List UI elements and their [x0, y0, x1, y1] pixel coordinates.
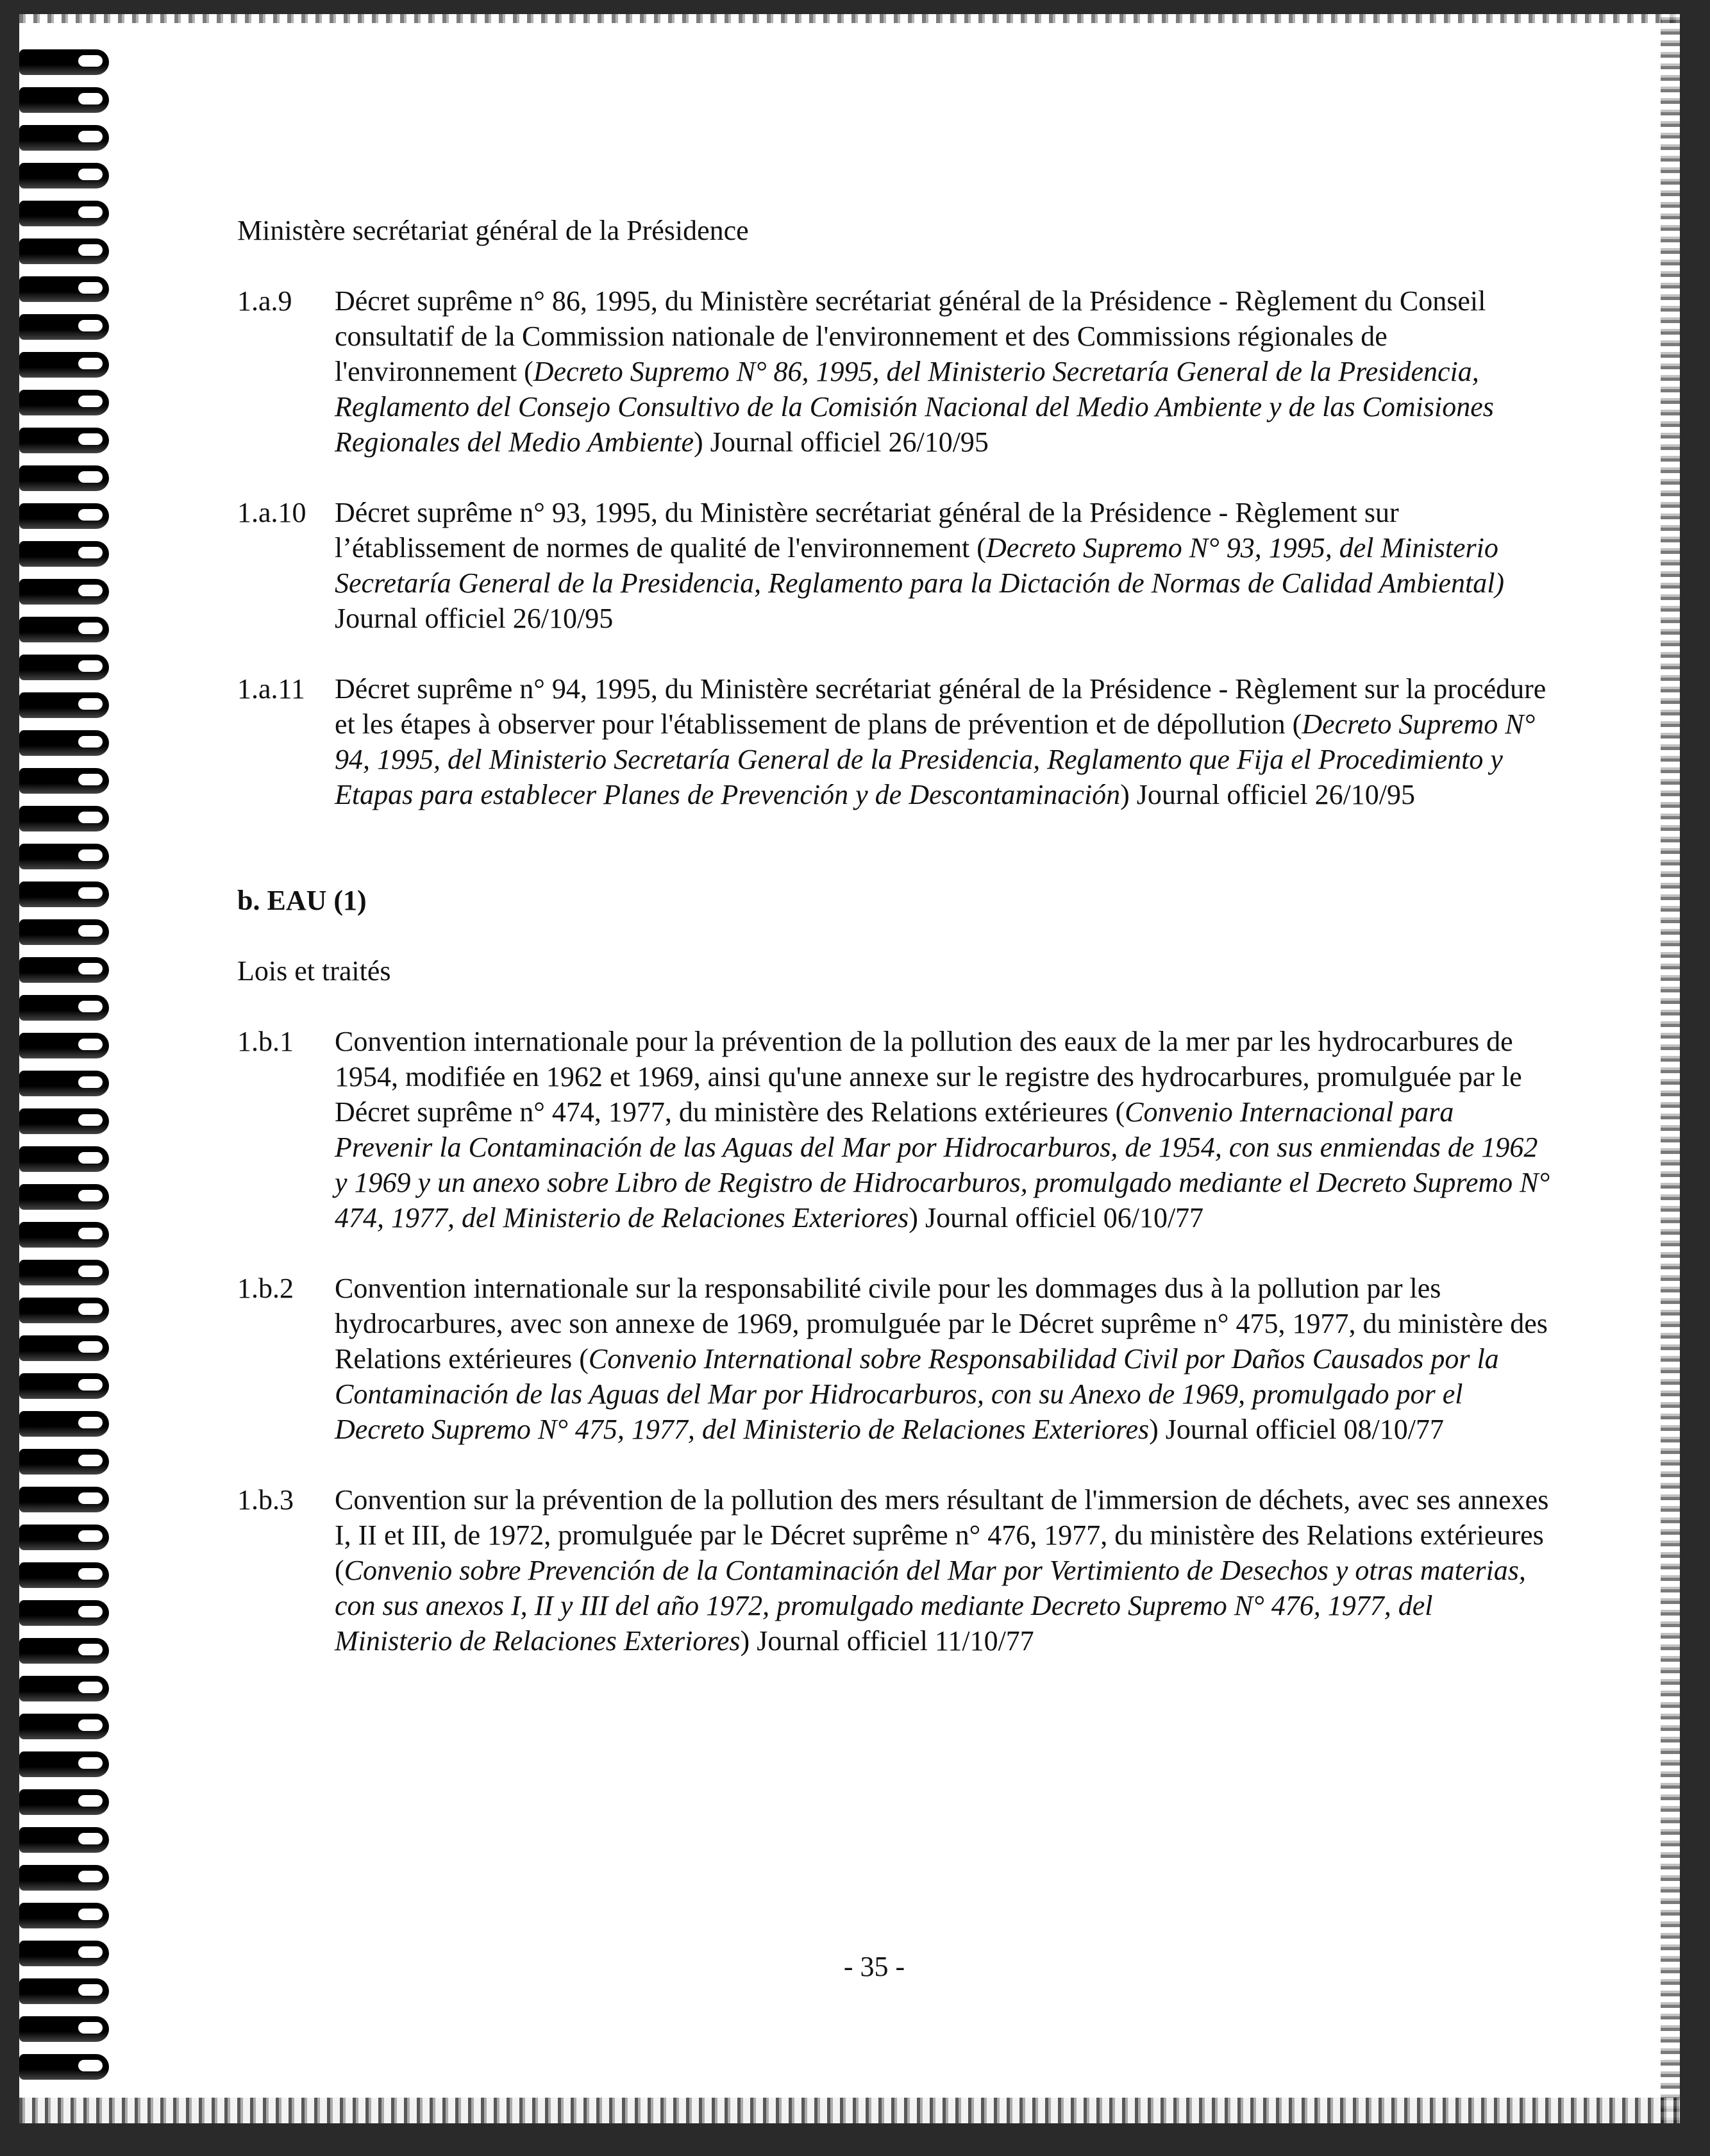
items-list-a	[237, 283, 1552, 812]
item-text-spanish: Decreto Supremo N° 94, 1995, del Ministerio Secretaría General de la Presidencia, Reglamento que Fija el Procedimiento y Etapas para establecer Planes de Prevención y de Descontaminación	[335, 708, 1536, 810]
binding-ring	[19, 995, 109, 1021]
binding-ring	[19, 1487, 109, 1512]
binding-ring	[19, 1865, 109, 1891]
list-item	[237, 283, 1552, 460]
item-text	[335, 1024, 1552, 1235]
binding-ring	[19, 1638, 109, 1664]
binding-ring	[19, 806, 109, 831]
binding-ring	[19, 1827, 109, 1853]
binding-ring	[19, 541, 109, 567]
binding-ring	[19, 882, 109, 907]
binding-ring	[19, 49, 109, 75]
item-text-spanish: Convenio International sobre Responsabilidad Civil por Daños Causados por la Contaminación de las Aguas del Mar por Hidrocarburos, con su Anexo de 1969, promulgado por el Decreto Supremo N° 475, 1977, del Ministerio de Relaciones Exteriores	[335, 1343, 1499, 1445]
binding-ring	[19, 1033, 109, 1058]
binding-ring	[19, 1298, 109, 1323]
binding-ring	[19, 655, 109, 680]
item-text-plain: Convention sur la prévention de la pollution des mers résultant de l'immersion de déchets, avec ses annexes I, II et III, de 1972, promulguée par le Décret suprême n° 476, 1977, du ministère des Relations extérieures (	[335, 1484, 1549, 1586]
binding-ring	[19, 844, 109, 869]
binding-ring	[19, 2054, 109, 2080]
item-text-spanish: Decreto Supremo N° 86, 1995, del Ministerio Secretaría General de la Presidencia, Reglamento del Consejo Consultivo de la Comisión Nacional del Medio Ambiente y de las Comisiones Regionales del Medio Ambiente	[335, 356, 1494, 458]
item-text-spanish: Decreto Supremo N° 93, 1995, del Ministerio Secretaría General de la Presidencia, Reglamento para la Dictación de Normas de Calidad Ambiental)	[335, 532, 1505, 599]
binding-ring	[19, 1335, 109, 1361]
binding-ring	[19, 919, 109, 945]
item-number: 1.b.1	[237, 1026, 294, 1057]
binding-ring	[19, 125, 109, 151]
binding-ring	[19, 163, 109, 188]
binding-ring	[19, 1260, 109, 1285]
list-item	[237, 671, 1552, 812]
item-text-plain: Décret suprême n° 86, 1995, du Ministère secrétariat général de la Présidence - Règlement du Conseil consultatif de la Commission nationale de l'environnement et des Commissions régionales de l'environnement (	[335, 285, 1486, 387]
binding-ring	[19, 1411, 109, 1437]
item-text	[335, 495, 1552, 636]
scan-edge-bottom	[19, 2098, 1680, 2123]
binding-ring	[19, 1789, 109, 1815]
items-list-b	[237, 1024, 1552, 1659]
binding-ring	[19, 428, 109, 453]
item-text	[335, 671, 1552, 812]
item-text	[335, 1482, 1552, 1659]
document-body	[237, 213, 1552, 1694]
item-number: 1.b.3	[237, 1484, 294, 1516]
binding-ring	[19, 2016, 109, 2042]
document-page	[19, 14, 1680, 2123]
item-text-journal: ) Journal officiel 11/10/77	[740, 1625, 1034, 1657]
binding-ring	[19, 1146, 109, 1172]
binding-ring	[19, 87, 109, 113]
binding-ring	[19, 314, 109, 340]
binding-ring	[19, 1184, 109, 1210]
binding-ring	[19, 1449, 109, 1475]
binding-ring	[19, 1751, 109, 1777]
item-text-plain: Décret suprême n° 94, 1995, du Ministère secrétariat général de la Présidence - Règlement sur la procédure et les étapes à observer pour l'établissement de plans de prévention et de dépollution (	[335, 673, 1547, 740]
item-text-spanish: Convenio sobre Prevención de la Contaminación del Mar por Vertimiento de Desechos y otras materias, con sus anexos I, II y III del año 1972, promulgado mediante Decreto Supremo N° 476, 1977, del Ministerio de Relaciones Exteriores	[335, 1555, 1526, 1657]
binding-ring	[19, 1600, 109, 1626]
item-text-journal: ) Journal officiel 08/10/77	[1149, 1414, 1444, 1445]
binding-ring	[19, 1676, 109, 1701]
binding-ring	[19, 579, 109, 605]
item-number: 1.b.2	[237, 1273, 294, 1304]
scan-edge-top	[19, 14, 1680, 23]
binding-ring	[19, 1373, 109, 1399]
item-text-plain: Décret suprême n° 93, 1995, du Ministère secrétariat général de la Présidence - Règlement sur l’établissement de normes de qualité de l'environnement (	[335, 497, 1399, 564]
binding-ring	[19, 617, 109, 642]
item-text-journal: Journal officiel 26/10/95	[335, 603, 614, 634]
item-text-plain: Convention internationale sur la responsabilité civile pour les dommages dus à la pollution par les hydrocarbures, avec son annexe de 1969, promulguée par le Décret suprême n° 475, 1977, du ministère des Relations extérieures (	[335, 1273, 1548, 1375]
binding-ring	[19, 465, 109, 491]
binding-ring	[19, 276, 109, 302]
list-item	[237, 495, 1552, 636]
binding-ring	[19, 1108, 109, 1134]
binding-ring	[19, 503, 109, 529]
list-item	[237, 1024, 1552, 1235]
binding-ring	[19, 1222, 109, 1248]
section-title-eau: b. EAU (1)	[237, 885, 367, 916]
item-number: 1.a.11	[237, 673, 305, 705]
item-text-plain: Convention internationale pour la prévention de la pollution des eaux de la mer par les hydrocarbures de 1954, modifiée en 1962 et 1969, ainsi qu'une annexe sur le registre des hydrocarbures, promulguée par le Décret suprême n° 474, 1977, du ministère des Relations extérieures (	[335, 1026, 1522, 1128]
binding-ring	[19, 352, 109, 378]
binding-ring	[19, 238, 109, 264]
binding-ring	[19, 730, 109, 756]
spiral-binding	[19, 49, 112, 2088]
item-text-journal: ) Journal officiel 26/10/95	[694, 426, 989, 458]
item-text	[335, 1271, 1552, 1447]
list-item	[237, 1271, 1552, 1447]
item-text-spanish: Convenio Internacional para Prevenir la Contaminación de las Aguas del Mar por Hidrocarburos, de 1954, con sus enmiendas de 1962 y 1969 y un anexo sobre Libro de Registro de Hidrocarburos, promulgado mediante el Decreto Supremo N° 474, 1977, del Ministerio de Relaciones Exteriores	[335, 1096, 1550, 1233]
item-number: 1.a.10	[237, 497, 306, 528]
item-text-journal: ) Journal officiel 06/10/77	[909, 1202, 1204, 1233]
page-number: - 35 -	[843, 1951, 905, 1982]
binding-ring	[19, 1525, 109, 1550]
binding-ring	[19, 1903, 109, 1928]
scan-edge-right	[1661, 14, 1680, 2123]
binding-ring	[19, 390, 109, 415]
item-text	[335, 283, 1552, 460]
binding-ring	[19, 201, 109, 226]
list-item	[237, 1482, 1552, 1659]
binding-ring	[19, 957, 109, 983]
binding-ring	[19, 768, 109, 794]
binding-ring	[19, 1562, 109, 1588]
binding-ring	[19, 1071, 109, 1096]
binding-ring	[19, 1714, 109, 1739]
section-heading-lois: Lois et traités	[237, 955, 391, 987]
item-number: 1.a.9	[237, 285, 292, 317]
binding-ring	[19, 692, 109, 718]
section-heading-ministere: Ministère secrétariat général de la Présidence	[237, 215, 749, 246]
item-text-journal: ) Journal officiel 26/10/95	[1120, 779, 1416, 810]
